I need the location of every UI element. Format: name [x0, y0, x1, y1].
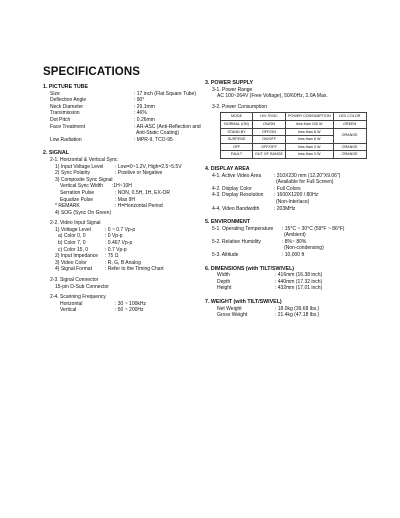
spec-row: [205, 206, 375, 213]
mode-cell: STAND-BY: [221, 128, 253, 136]
spec-label: Neck Diameter: [50, 103, 84, 110]
table-header-row: [221, 113, 367, 121]
right-column: [205, 80, 375, 319]
spec-value: : Positive or Negative: [115, 170, 163, 177]
spec-label: 5-1. Operating Temperature: [212, 225, 274, 232]
spec-row: [50, 124, 201, 131]
connector-text: 15-pin D-Sub Connector: [55, 283, 109, 290]
spec-value: (Non-Interlace): [276, 198, 310, 205]
spec-label: 2) Input Impedance: [55, 253, 99, 260]
power-sub-1: 3-1. Power Range: [212, 86, 253, 93]
spec-value: : 8%~ 80%: [282, 238, 307, 245]
spec-value: : 21.4kg (47.18 lbs.): [275, 312, 320, 319]
spec-row: [43, 253, 201, 260]
environment-list: [205, 226, 375, 259]
spec-label: Gross Weight: [217, 312, 248, 319]
spec-label: Vertical: [60, 307, 77, 314]
spec-label: Width: [217, 272, 230, 279]
dimensions-list: [205, 272, 375, 292]
table-row: [221, 151, 367, 159]
spec-row: [205, 285, 375, 292]
spec-label: Size: [50, 90, 60, 97]
spec-row: [43, 183, 201, 190]
spec-label: Serration Pulse: [60, 189, 95, 196]
spec-value: : 90°: [134, 97, 145, 104]
spec-label: Transmission: [50, 110, 80, 117]
spec-value: : MPR-II, TCO-95: [134, 136, 173, 143]
consumption-cell: less than 8 W: [286, 128, 334, 136]
spec-label: [212, 232, 284, 239]
signal-sub-1: 2-1. Horizontal & Vertical Sync: [50, 156, 118, 163]
spec-label: 4-2. Display Color: [212, 185, 252, 192]
sync-cell: OFF/ON: [253, 128, 286, 136]
spec-row: [43, 247, 201, 254]
spec-row: [43, 203, 201, 210]
spec-row: [205, 245, 375, 252]
power-sub-2: 3-2. Power Consumption: [212, 103, 268, 110]
spec-row: [50, 97, 201, 104]
spec-value: : 203MHz: [274, 205, 296, 212]
spec-value: (Non-condensing): [284, 245, 324, 252]
table-header: LED COLOR: [333, 113, 366, 121]
spec-value: : 440mm (17.32 inch): [275, 278, 323, 285]
table-header: POWER CONSUMPTION: [286, 113, 334, 121]
table-header: H/V SYNC: [253, 113, 286, 121]
spec-label: Deflection Angle: [50, 97, 87, 104]
spec-label: Low Radiation: [50, 136, 82, 143]
spec-value: :1H~10H: [112, 183, 132, 190]
spec-value: : 50 ~ 200Hz: [115, 307, 144, 314]
spec-row: [205, 272, 375, 279]
spec-value: : 10,000 ft: [282, 252, 305, 259]
spec-row: [43, 266, 201, 273]
sync-cell: ON/OFF: [253, 136, 286, 144]
spec-row: [205, 239, 375, 246]
spec-label: [212, 179, 276, 186]
weight-heading: 7. WEIGHT (with TILT/SWIVEL): [205, 299, 282, 306]
spec-label: b) Color 7, 0: [58, 240, 86, 247]
spec-label: 4-1. Active Video Area: [212, 172, 262, 179]
power-consumption-table: [220, 112, 367, 159]
spec-row: [50, 137, 201, 144]
consumption-cell: less than 100 W: [286, 120, 334, 128]
consumption-cell: less than 3 W: [286, 151, 334, 159]
video-list: [43, 227, 201, 273]
spec-row: [205, 252, 375, 259]
picture-tube-list: [43, 91, 201, 144]
mode-cell: SUSPEND: [221, 136, 253, 144]
signal-sub-2: 2-2. Video Input Signal: [50, 220, 101, 227]
led-cell: ORANGE: [333, 128, 366, 143]
spec-value: : 310X230 mm (12.20"X9.06"): [274, 172, 341, 179]
spec-label: Net Weight: [217, 305, 242, 312]
display-heading: 4. DISPLAY AREA: [205, 165, 250, 172]
spec-label: 5-2. Relative Humidity: [212, 238, 261, 245]
spec-label: 2) Sync Polarity: [55, 170, 91, 177]
left-column: [43, 84, 201, 314]
spec-row: [50, 91, 201, 98]
spec-value: : 15°C ~ 30°C (59°F ~ 86°F): [282, 225, 345, 232]
spec-row: [205, 192, 375, 199]
spec-row: [205, 179, 375, 186]
signal-sub-3: 2-3. Signal Connector: [50, 277, 99, 284]
spec-row: [43, 227, 201, 234]
display-list: [205, 173, 375, 213]
spec-row: [43, 210, 201, 217]
spec-value: : 0.7 Vp-p: [105, 246, 127, 253]
spec-label: 5-3. Altitude: [212, 252, 239, 259]
spec-value: : H=Horizontal Period: [115, 203, 163, 210]
environment-heading: 5. ENVIRONMENT: [205, 219, 251, 226]
spec-row: [50, 110, 201, 117]
spec-label: [212, 199, 276, 206]
table-row: [221, 120, 367, 128]
led-cell: ORANGE: [333, 143, 366, 151]
mode-cell: OFF: [221, 143, 253, 151]
spec-value: : 0.26mm: [134, 116, 155, 123]
spec-row: [50, 117, 201, 124]
spec-value: : 432mm (17.01 inch): [275, 285, 323, 292]
consumption-cell: less than 8 W: [286, 136, 334, 144]
spec-label: a) Color 0, 0: [58, 233, 86, 240]
spec-value: : Max 9H: [115, 196, 136, 203]
consumption-cell: less than 3 W: [286, 143, 334, 151]
spec-label: 3) Composite Sync Signal: [55, 176, 113, 183]
spec-value: : AR-ASC (Anti-Reflection and: [134, 123, 201, 130]
spec-row: [205, 306, 375, 313]
spec-value: : 75 Ω: [105, 253, 119, 260]
spec-value: : Low=0~1.2V, High=2.5~5.5V: [115, 163, 182, 170]
spec-value: : R, G, B Analog: [105, 259, 141, 266]
spec-label: Equalize Pulse: [60, 196, 94, 203]
weight-list: [205, 306, 375, 319]
spec-value: : 1600X1200 / 80Hz: [274, 192, 319, 199]
spec-label: Vertical Sync Width: [60, 183, 104, 190]
spec-value: : 416mm (16.38 inch): [275, 272, 323, 279]
spec-label: Dot Pitch: [50, 116, 71, 123]
scan-list: [43, 301, 201, 314]
spec-label: Depth: [217, 278, 231, 285]
signal-sub-4: 2-4. Scanning Frequency: [50, 294, 106, 301]
table-row: [221, 143, 367, 151]
spec-row: [50, 130, 201, 137]
spec-label: * REMARK: [55, 203, 80, 210]
spec-value: : 0 ~ 0.7 Vp-p: [105, 226, 136, 233]
spec-label: Height: [217, 285, 232, 292]
spec-row: [43, 233, 201, 240]
spec-value: : 29.1mm: [134, 103, 155, 110]
spec-label: Horizontal: [60, 300, 83, 307]
picture-tube-heading: 1. PICTURE TUBE: [43, 84, 89, 90]
spec-value: : 18.0kg (39.68 lbs.): [275, 305, 320, 312]
spec-label: 1) Input Voltage Level: [55, 163, 104, 170]
led-cell: ORANGE: [333, 151, 366, 159]
spec-row: [50, 104, 201, 111]
spec-value: Anti-Static Coating): [136, 130, 180, 137]
spec-label: 4) Signal Format: [55, 266, 92, 273]
spec-row: [43, 190, 201, 197]
spec-value: : NON, 0.5H, 1H, EX-OR: [115, 189, 171, 196]
spec-value: : 0 Vp-p: [105, 233, 123, 240]
spec-row: [205, 199, 375, 206]
spec-value: : Full Colors: [274, 185, 301, 192]
table-row: [221, 128, 367, 136]
spec-value: (Available for Full Screen): [276, 179, 334, 186]
spec-label: [212, 245, 284, 252]
power-range: AC 100~264V (Free Voltage), 50/60Hz, 2.0A Max.: [217, 93, 328, 100]
spec-label: c) Color 15, 0: [58, 246, 89, 253]
dimensions-heading: 6. DIMENSIONS (with TILT/SWIVEL): [205, 265, 295, 272]
spec-value: : Refer to the Timing Chart: [105, 266, 164, 273]
spec-row: [205, 186, 375, 193]
spec-row: [43, 301, 201, 308]
spec-label: 1) Voltage Level: [55, 226, 91, 233]
spec-row: [43, 177, 201, 184]
sync-cell: ON/ON: [253, 120, 286, 128]
power-heading: 3. POWER SUPPLY: [205, 80, 254, 86]
spec-row: [43, 240, 201, 247]
spec-label: 4) SOG (Sync On Green): [55, 209, 112, 216]
spec-label: 4-3. Display Resolution: [212, 192, 264, 199]
spec-row: [43, 170, 201, 177]
spec-label: Face Treatment: [50, 123, 86, 130]
spec-label: [50, 130, 136, 137]
spec-row: [205, 279, 375, 286]
spec-row: [43, 164, 201, 171]
page-title: SPECIFICATIONS: [43, 66, 141, 78]
spec-row: [43, 197, 201, 204]
spec-row: [205, 312, 375, 319]
spec-value: : 0.467 Vp-p: [105, 240, 133, 247]
spec-row: [43, 307, 201, 314]
mode-cell: FAULT: [221, 151, 253, 159]
spec-row: [205, 173, 375, 180]
led-cell: GREEN: [333, 120, 366, 128]
sync-cell: OFF/OFF: [253, 143, 286, 151]
table-header: MODE: [221, 113, 253, 121]
spec-value: : 46%: [134, 110, 147, 117]
spec-value: : 17 inch (Flat Square Tube): [134, 90, 196, 97]
sync-cell: OUT OF RANGE: [253, 151, 286, 159]
spec-label: 4-4. Video Bandwidth: [212, 205, 260, 212]
signal-heading: 2. SIGNAL: [43, 150, 69, 157]
spec-row: [205, 232, 375, 239]
sync-list: [43, 164, 201, 217]
spec-row: [43, 260, 201, 267]
spec-value: (Ambient): [284, 232, 306, 239]
spec-row: [205, 226, 375, 233]
spec-label: 3) Video Color: [55, 259, 87, 266]
spec-value: : 30 ~ 100kHz: [115, 300, 146, 307]
mode-cell: NORMAL (ON): [221, 120, 253, 128]
